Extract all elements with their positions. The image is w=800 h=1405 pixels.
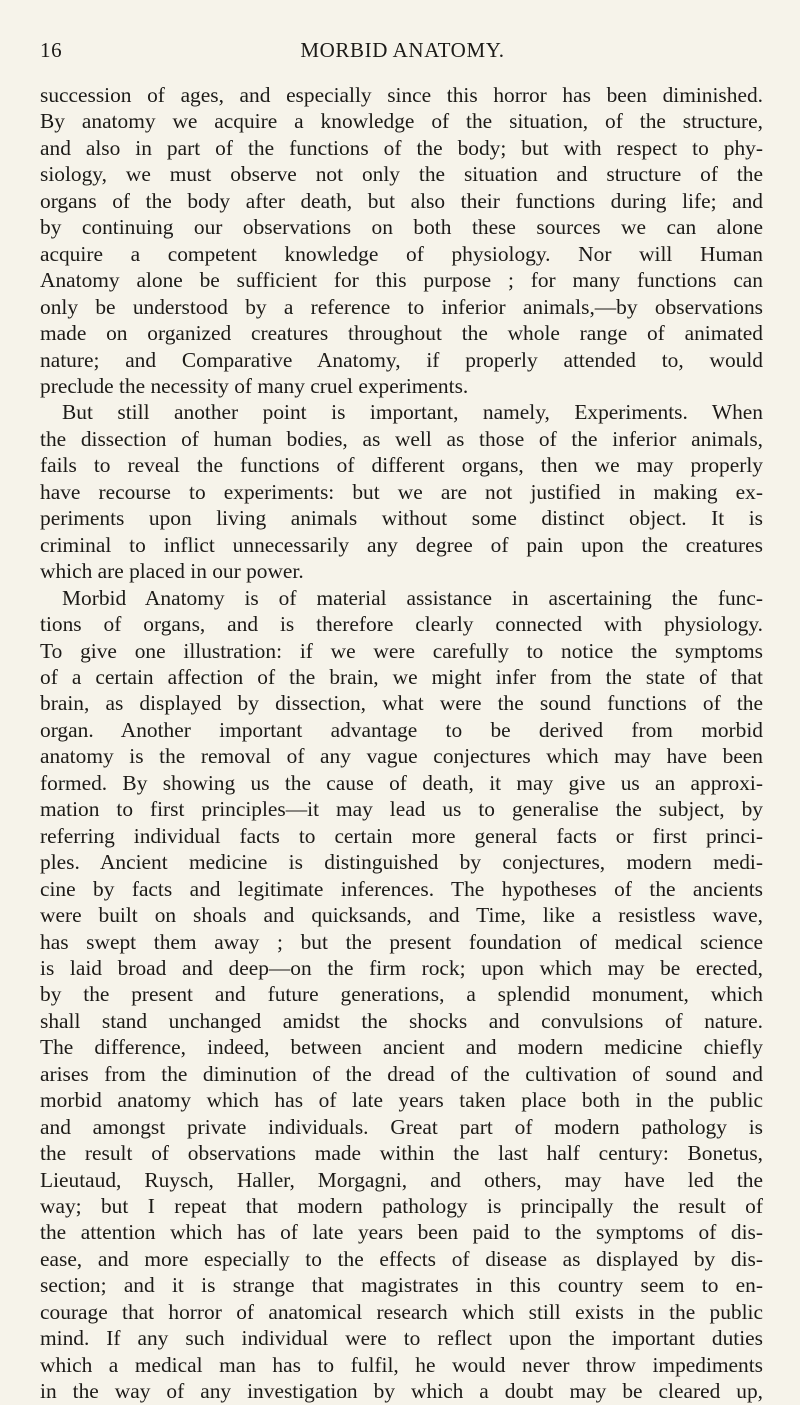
text-line: succession of ages, and especially since this horror has been diminished. <box>40 83 763 107</box>
text-line: arises from the diminution of the dread of the cultivation of sound and <box>40 1061 763 1086</box>
running-title: MORBID ANATOMY. <box>300 38 505 62</box>
running-head <box>40 38 765 68</box>
text-line: which are placed in our power. <box>40 559 304 584</box>
text-line: the attention which has of late years been paid to the symptoms of dis- <box>40 1220 763 1245</box>
text-line: the result of observations made within the last half century: Bonetus, <box>40 1141 763 1166</box>
text-line: which a medical man has to fulfil, he would never throw impediments <box>40 1352 763 1377</box>
text-line: brain, as displayed by dissection, what were the sound functions of the <box>40 691 763 716</box>
paragraph <box>40 585 763 1405</box>
text-line: of a certain affection of the brain, we might infer from the state of that <box>40 664 763 689</box>
text-line: and also in part of the functions of the body; but with respect to phy- <box>40 135 763 160</box>
text-line: organs of the body after death, but also their functions during life; and <box>40 188 763 213</box>
text-line: have recourse to experiments: but we are not justified in making ex- <box>40 479 763 504</box>
paragraph <box>40 399 763 584</box>
text-line: organ. Another important advantage to be derived from morbid <box>40 717 763 742</box>
text-line: made on organized creatures throughout the whole range of animated <box>40 321 763 346</box>
text-line: preclude the necessity of many cruel experiments. <box>40 373 469 398</box>
text-line: cine by facts and legitimate inferences. The hypotheses of the ancients <box>40 876 763 901</box>
text-line: and amongst private individuals. Great part of modern pathology is <box>40 1114 763 1139</box>
text-line: only be understood by a reference to inferior animals,—by observations <box>40 294 763 319</box>
text-line: ease, and more especially to the effects of disease as displayed by dis- <box>40 1246 763 1271</box>
text-line: mation to first principles—it may lead us to generalise the subject, by <box>40 797 763 822</box>
text-line: section; and it is strange that magistrates in this country seem to en- <box>40 1273 763 1298</box>
text-line: tions of organs, and is therefore clearly connected with physiology. <box>40 612 763 637</box>
text-line: way; but I repeat that modern pathology is principally the result of <box>40 1194 763 1219</box>
text-line: Lieutaud, Ruysch, Haller, Morgagni, and others, may have led the <box>40 1167 763 1192</box>
text-line: ples. Ancient medicine is distinguished by conjectures, modern medi- <box>40 850 763 875</box>
text-line: periments upon living animals without some distinct object. It is <box>40 506 763 531</box>
text-line: anatomy is the removal of any vague conjectures which may have been <box>40 744 763 769</box>
text-line: To give one illustration: if we were carefully to notice the symptoms <box>40 638 763 663</box>
text-line: courage that horror of anatomical research which still exists in the public <box>40 1299 763 1324</box>
text-line: by continuing our observations on both these sources we can alone <box>40 215 763 240</box>
text-line: formed. By showing us the cause of death, it may give us an approxi- <box>40 770 763 795</box>
text-line: by the present and future generations, a splendid monument, which <box>40 982 763 1007</box>
text-line: siology, we must observe not only the situation and structure of the <box>40 162 763 187</box>
text-line: acquire a competent knowledge of physiology. Nor will Human <box>40 241 763 266</box>
text-line: morbid anatomy which has of late years taken place both in the public <box>40 1088 763 1113</box>
text-line: has swept them away ; but the present foundation of medical science <box>40 929 763 954</box>
text-line: The difference, indeed, between ancient and modern medicine chiefly <box>40 1035 763 1060</box>
text-line: mind. If any such individual were to reflect upon the important duties <box>40 1326 763 1351</box>
body-text <box>40 82 763 1405</box>
text-line: is laid broad and deep—on the firm rock; upon which may be erected, <box>40 955 763 980</box>
text-line: criminal to inflict unnecessarily any degree of pain upon the creatures <box>40 532 763 557</box>
text-line: By anatomy we acquire a knowledge of the situation, of the structure, <box>40 109 763 134</box>
text-line: shall stand unchanged amidst the shocks and convulsions of nature. <box>40 1008 763 1033</box>
text-line: Anatomy alone be sufficient for this purpose ; for many functions can <box>40 268 763 293</box>
text-line: referring individual facts to certain more general facts or first princi- <box>40 823 763 848</box>
text-line: But still another point is important, namely, Experiments. When <box>62 400 763 425</box>
paragraph <box>40 82 763 399</box>
text-line: nature; and Comparative Anatomy, if properly attended to, would <box>40 347 763 372</box>
text-line: fails to reveal the functions of different organs, then we may properly <box>40 453 763 478</box>
text-line: Morbid Anatomy is of material assistance in ascertaining the func- <box>62 585 763 610</box>
text-line: in the way of any investigation by which a doubt may be cleared up, <box>40 1379 763 1404</box>
text-line: were built on shoals and quicksands, and Time, like a resistless wave, <box>40 903 763 928</box>
page-number: 16 <box>40 38 63 62</box>
text-line: the dissection of human bodies, as well as those of the inferior animals, <box>40 426 763 451</box>
